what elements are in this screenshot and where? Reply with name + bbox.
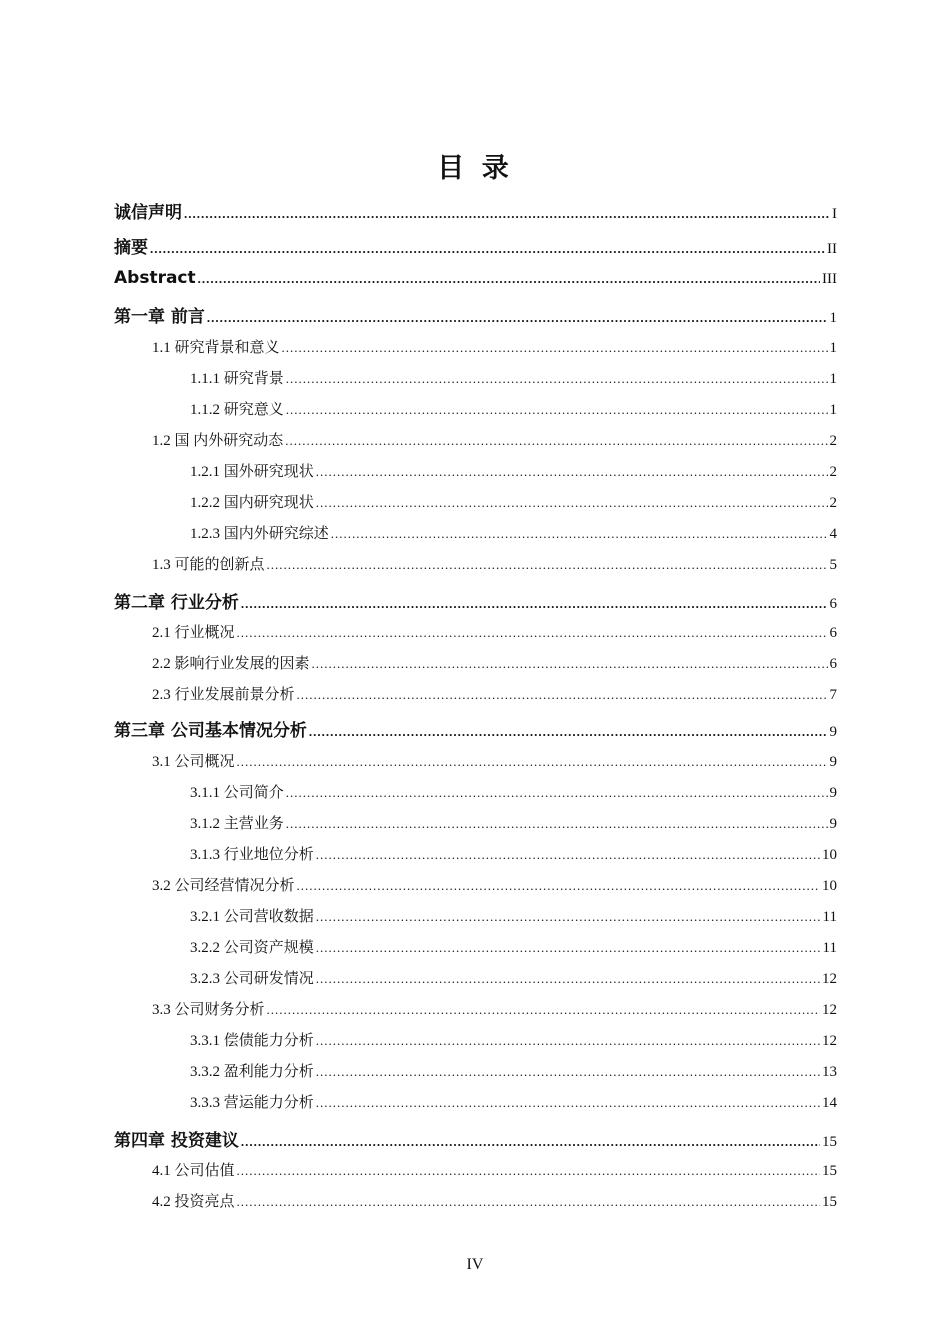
toc-entry-label: 摘要 — [114, 238, 148, 258]
toc-entry-page: 6 — [829, 596, 837, 612]
toc-entry-label: 1.2.1 国外研究现状 — [190, 464, 314, 480]
toc-leader-dots — [150, 241, 825, 257]
toc-entry[interactable] — [190, 905, 837, 926]
toc-entry-page: 10 — [822, 878, 837, 894]
toc-leader-dots — [331, 526, 828, 542]
toc-leader-dots — [316, 1033, 820, 1049]
toc-entry-label: 3.1 公司概况 — [152, 754, 235, 770]
toc-leader-dots — [309, 724, 828, 740]
toc-entry-label: 3.1.2 主营业务 — [190, 816, 284, 832]
toc-entry-label: 第一章 前言 — [114, 307, 205, 327]
toc-leader-dots — [282, 340, 828, 356]
toc-entry-page: 2 — [829, 433, 837, 449]
toc-entry[interactable] — [190, 1029, 837, 1050]
toc-leader-dots — [237, 1163, 820, 1179]
toc-leader-dots — [207, 310, 828, 326]
toc-entry[interactable] — [190, 843, 837, 864]
toc-leader-dots — [316, 940, 821, 956]
toc-entry-page: 7 — [829, 687, 837, 703]
toc-entry[interactable] — [152, 336, 837, 357]
toc-leader-dots — [267, 1002, 820, 1018]
toc-entry[interactable] — [114, 302, 837, 327]
toc-entry[interactable] — [190, 812, 837, 833]
toc-entry-label: 2.1 行业概况 — [152, 625, 235, 641]
toc-entry-page: 6 — [829, 625, 837, 641]
toc-leader-dots — [286, 785, 828, 801]
toc-entry-label: 第四章 投资建议 — [114, 1131, 239, 1151]
toc-entry-page: 15 — [822, 1163, 837, 1179]
toc-entry[interactable] — [152, 1190, 837, 1211]
toc-entry[interactable] — [190, 367, 837, 388]
toc-leader-dots — [237, 754, 828, 770]
toc-leader-dots — [316, 971, 820, 987]
toc-entry-label: 1.1.2 研究意义 — [190, 402, 284, 418]
toc-entry-label: 3.3.2 盈利能力分析 — [190, 1064, 314, 1080]
toc-entry-label: 3.1.3 行业地位分析 — [190, 847, 314, 863]
toc-entry-label: 4.2 投资亮点 — [152, 1194, 235, 1210]
toc-leader-dots — [316, 1095, 820, 1111]
toc-entry[interactable] — [152, 429, 837, 450]
toc-entry-page: 14 — [822, 1095, 837, 1111]
toc-entry[interactable] — [152, 874, 837, 895]
toc-entry[interactable] — [190, 781, 837, 802]
toc-entry-page: III — [822, 271, 837, 287]
toc-entry-label: 3.2 公司经营情况分析 — [152, 878, 295, 894]
toc-entry-page: 10 — [822, 847, 837, 863]
toc-entry[interactable] — [190, 522, 837, 543]
toc-entry-label: 2.3 行业发展前景分析 — [152, 687, 295, 703]
toc-entry-label: 3.3.1 偿债能力分析 — [190, 1033, 314, 1049]
toc-entry[interactable] — [152, 750, 837, 771]
toc-entry-page: 1 — [829, 371, 837, 387]
toc-entry-page: 1 — [829, 402, 837, 418]
toc-entry-label: 第二章 行业分析 — [114, 593, 239, 613]
toc-entry-label: 3.2.2 公司资产规模 — [190, 940, 314, 956]
toc-leader-dots — [184, 206, 830, 222]
toc-leader-dots — [297, 687, 828, 703]
toc-entry-page: I — [832, 206, 837, 222]
toc-leader-dots — [237, 625, 828, 641]
toc-entry-label: Abstract — [114, 268, 196, 288]
toc-entry-label: 4.1 公司估值 — [152, 1163, 235, 1179]
toc-entry-page: 11 — [822, 909, 837, 925]
toc-leader-dots — [198, 271, 820, 287]
toc-entry-label: 第三章 公司基本情况分析 — [114, 721, 307, 741]
toc-entry-page: 9 — [829, 785, 837, 801]
toc-entry-page: 5 — [829, 557, 837, 573]
toc-entry[interactable] — [152, 553, 837, 574]
toc-entry-page: 12 — [822, 971, 837, 987]
toc-entry-label: 3.3 公司财务分析 — [152, 1002, 265, 1018]
toc-entry-label: 1.1 研究背景和意义 — [152, 340, 280, 356]
toc-entry[interactable] — [114, 233, 837, 258]
toc-entry-page: 1 — [829, 340, 837, 356]
toc-entry-page: 12 — [822, 1002, 837, 1018]
toc-entry-page: 6 — [829, 656, 837, 672]
toc-entry[interactable] — [190, 460, 837, 481]
toc-entry[interactable] — [114, 716, 837, 741]
toc-leader-dots — [285, 433, 827, 449]
toc-leader-dots — [316, 847, 820, 863]
toc-entry[interactable] — [152, 652, 837, 673]
toc-entry-page: 12 — [822, 1033, 837, 1049]
toc-leader-dots — [316, 1064, 820, 1080]
toc-entry-label: 1.2.2 国内研究现状 — [190, 495, 314, 511]
toc-entry[interactable] — [190, 491, 837, 512]
toc-leader-dots — [316, 909, 821, 925]
toc-entry-page: 2 — [829, 495, 837, 511]
toc-leader-dots — [241, 1134, 820, 1150]
toc-entry-label: 3.2.3 公司研发情况 — [190, 971, 314, 987]
toc-leader-dots — [297, 878, 820, 894]
toc-entry-label: 1.2 国 内外研究动态 — [152, 433, 284, 449]
toc-entry-page: II — [827, 241, 837, 257]
toc-entry-label: 3.2.1 公司营收数据 — [190, 909, 314, 925]
toc-entry-label: 3.1.1 公司简介 — [190, 785, 284, 801]
toc-entry-page: 9 — [829, 724, 837, 740]
toc-entry[interactable] — [190, 398, 837, 419]
toc-leader-dots — [286, 816, 828, 832]
toc-entry-page: 11 — [822, 940, 837, 956]
toc-entry-label: 诚信声明 — [114, 203, 182, 223]
toc-leader-dots — [312, 656, 828, 672]
toc-entry-label: 2.2 影响行业发展的因素 — [152, 656, 310, 672]
toc-entry[interactable] — [114, 588, 837, 613]
toc-entry-label: 1.3 可能的创新点 — [152, 557, 265, 573]
toc-entry[interactable] — [114, 1126, 837, 1151]
toc-entry-page: 1 — [829, 310, 837, 326]
toc-entry[interactable] — [152, 621, 837, 642]
toc-entry[interactable] — [152, 998, 837, 1019]
toc-entry[interactable] — [152, 1159, 837, 1180]
toc-entry-page: 4 — [829, 526, 837, 542]
toc-entry[interactable] — [190, 967, 837, 988]
toc-leader-dots — [241, 596, 828, 612]
toc-entry[interactable] — [114, 198, 837, 223]
toc-entry-label: 3.3.3 营运能力分析 — [190, 1095, 314, 1111]
toc-entry[interactable] — [114, 268, 837, 288]
toc-entry-label: 1.1.1 研究背景 — [190, 371, 284, 387]
toc-leader-dots — [316, 464, 828, 480]
toc-leader-dots — [286, 402, 828, 418]
toc-title: 目 录 — [437, 153, 513, 184]
toc-leader-dots — [316, 495, 828, 511]
toc-entry[interactable] — [152, 683, 837, 704]
toc-entry-page: 2 — [829, 464, 837, 480]
toc-leader-dots — [267, 557, 828, 573]
toc-leader-dots — [286, 371, 828, 387]
toc-entry-page: 15 — [822, 1194, 837, 1210]
toc-entry-label: 1.2.3 国内外研究综述 — [190, 526, 329, 542]
toc-entry[interactable] — [190, 1060, 837, 1081]
page-number: IV — [466, 1256, 484, 1273]
toc-entry-page: 13 — [822, 1064, 837, 1080]
toc-entry-page: 9 — [829, 816, 837, 832]
toc-entry[interactable] — [190, 1091, 837, 1112]
toc-entry[interactable] — [190, 936, 837, 957]
toc-entry-page: 15 — [822, 1134, 837, 1150]
toc-leader-dots — [237, 1194, 820, 1210]
toc-entry-page: 9 — [829, 754, 837, 770]
